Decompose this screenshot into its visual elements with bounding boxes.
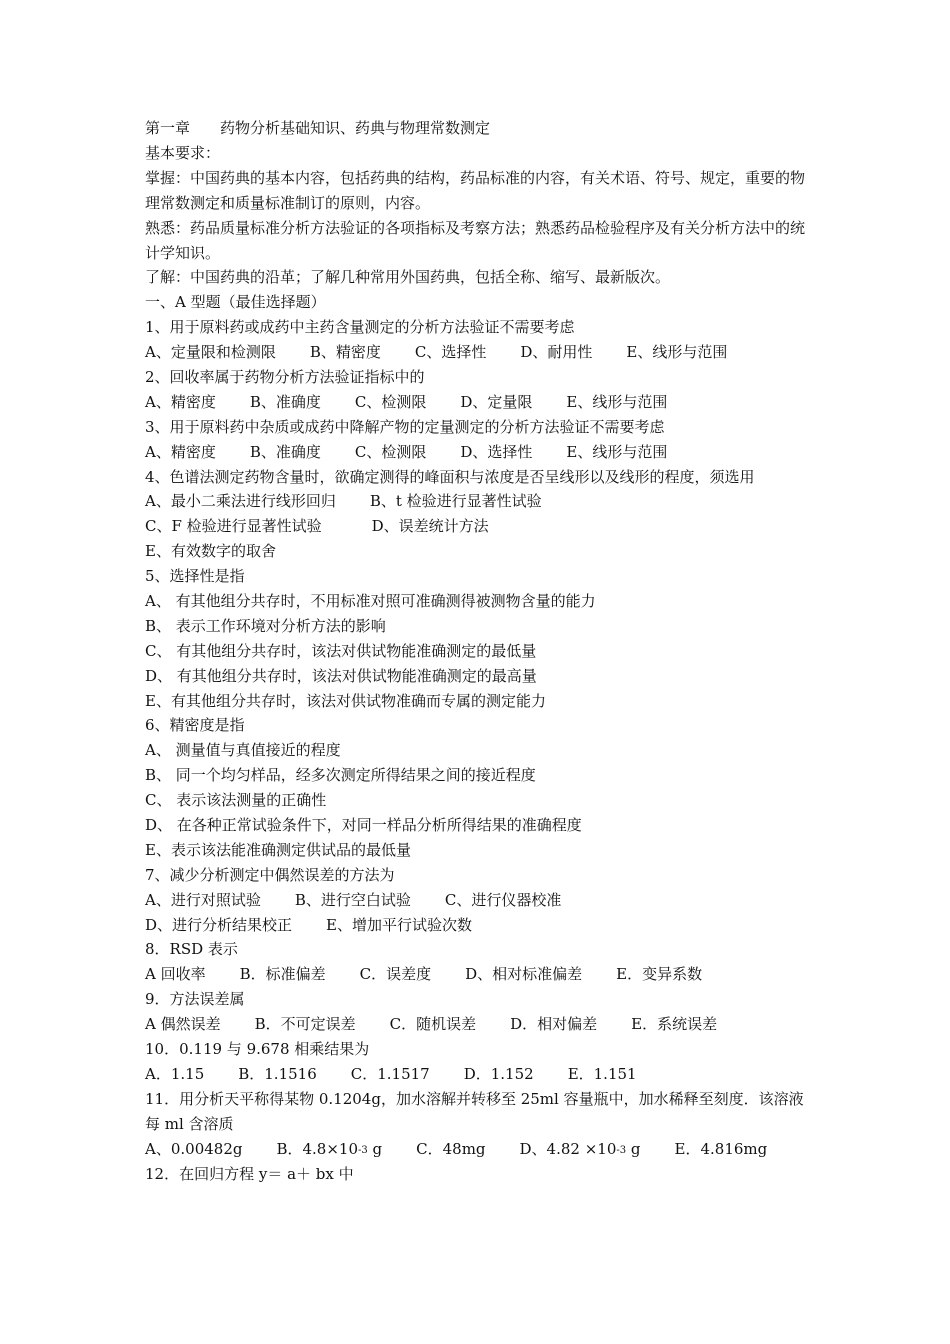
option: E、有其他组分共存时，该法对供试物准确而专属的测定能力	[145, 691, 546, 710]
options-row	[145, 390, 815, 415]
option: A、定量限和检测限	[145, 343, 276, 362]
question-stem: 8．RSD 表示	[145, 940, 238, 959]
document-page	[145, 116, 815, 1186]
option: C、 有其他组分共存时，该法对供试物能准确测定的最低量	[145, 641, 537, 660]
option: C．48mg	[416, 1139, 486, 1158]
option: A、精密度	[145, 442, 216, 461]
question-stem: 10．0.119 与 9.678 相乘结果为	[145, 1040, 370, 1059]
question-stem: 12．在回归方程 y＝ a＋ bx 中	[145, 1164, 354, 1183]
option: E、线形与范围	[566, 442, 668, 461]
question-stem: 2、回收率属于药物分析方法验证指标中的	[145, 367, 425, 386]
option: C、 表示该法测量的正确性	[145, 791, 327, 810]
option: E、线形与范围	[566, 392, 668, 411]
option: C、检测限	[354, 442, 427, 461]
chapter-title: 第一章 药物分析基础知识、药典与物理常数测定	[145, 119, 491, 137]
options-row	[145, 340, 815, 365]
option: C．1.1517	[350, 1064, 430, 1083]
options-row	[145, 888, 815, 913]
question-stem: 6、精密度是指	[145, 716, 245, 735]
option-base: B．4.8×10	[276, 1139, 359, 1158]
option: D．1.152	[463, 1064, 534, 1083]
option: E、有效数字的取舍	[145, 542, 276, 561]
question-stem: 7、减少分析测定中偶然误差的方法为	[145, 865, 395, 884]
option: D、选择性	[460, 442, 533, 461]
option: E．4.816mg	[674, 1139, 768, 1158]
requirement-master: 掌握：中国药典的基本内容，包括药典的结构，药品标准的内容，有关术语、符号、规定，重要的物理常数测定和质量标准制订的原则，内容。	[145, 168, 806, 212]
question-stem: 4、色谱法测定药物含量时，欲确定测得的峰面积与浓度是否呈线形以及线形的程度，须选用	[145, 467, 755, 486]
option: D、误差统计方法	[371, 517, 489, 536]
option-base: D、4.82 ×10	[519, 1139, 617, 1158]
option: E、表示该法能准确测定供试品的最低量	[145, 840, 411, 859]
options-row	[145, 1137, 815, 1162]
option: C．误差度	[359, 965, 432, 984]
option: D、 有其他组分共存时，该法对供试物能准确测定的最高量	[145, 666, 537, 685]
option: E．1.151	[567, 1064, 637, 1083]
option: D、 在各种正常试验条件下，对同一样品分析所得结果的准确程度	[145, 816, 582, 835]
option-exponent: -3	[358, 1144, 368, 1156]
option: B．1.1516	[238, 1064, 317, 1083]
question-stem: 5、选择性是指	[145, 567, 245, 586]
option: C．随机误差	[389, 1015, 477, 1034]
option: B、 表示工作环境对分析方法的影响	[145, 616, 386, 635]
option: C、进行仪器校准	[444, 890, 562, 909]
options-row	[145, 962, 815, 987]
option: A、 有其他组分共存时，不用标准对照可准确测得被测物含量的能力	[145, 592, 596, 611]
option: A 回收率	[145, 965, 206, 984]
option: A．1.15	[145, 1064, 205, 1083]
options-row	[145, 440, 815, 465]
requirement-familiar: 熟悉：药品质量标准分析方法验证的各项指标及考察方法；熟悉药品检验程序及有关分析方法中的统计学知识。	[145, 218, 806, 262]
option: D、耐用性	[520, 343, 593, 362]
option: C、F 检验进行显著性试验	[145, 517, 322, 536]
question-stem: 11．用分析天平称得某物 0.1204g，加水溶解并转移至 25ml 容量瓶中，加水稀释至刻度．该溶液每 ml 含溶质	[145, 1089, 804, 1133]
requirement-understand: 了解：中国药典的沿革；了解几种常用外国药典，包括全称、缩写、最新版次。	[145, 268, 671, 287]
option: A 偶然误差	[145, 1015, 221, 1034]
option: C、选择性	[414, 343, 487, 362]
options-row	[145, 913, 815, 938]
option: A、 测量值与真值接近的程度	[145, 741, 341, 760]
option: A、进行对照试验	[145, 890, 261, 909]
option-unit: g	[626, 1139, 641, 1158]
option: D、进行分析结果校正	[145, 915, 293, 934]
question-stem: 3、用于原料药中杂质或成药中降解产物的定量测定的分析方法验证不需要考虑	[145, 417, 665, 436]
option: C、检测限	[354, 392, 427, 411]
option-unit: g	[367, 1139, 383, 1158]
option: E、增加平行试验次数	[326, 915, 472, 934]
option: E．系统误差	[631, 1015, 718, 1034]
option: D、相对标准偏差	[465, 965, 583, 984]
option: B、准确度	[249, 442, 321, 461]
options-row	[145, 489, 815, 514]
option: B、准确度	[249, 392, 321, 411]
option: B．标准偏差	[239, 965, 326, 984]
option: E、线形与范围	[626, 343, 728, 362]
option: B、t 检验进行显著性试验	[369, 492, 542, 511]
option: A、0.00482g	[145, 1139, 243, 1158]
option	[276, 1137, 382, 1165]
option: E．变异系数	[616, 965, 703, 984]
question-stem: 1、用于原料药或成药中主药含量测定的分析方法验证不需要考虑	[145, 318, 575, 337]
option: B、进行空白试验	[294, 890, 411, 909]
option	[520, 1137, 641, 1165]
option: B．不可定误差	[254, 1015, 356, 1034]
options-row	[145, 1062, 815, 1087]
option: D．相对偏差	[510, 1015, 598, 1034]
option: B、精密度	[309, 343, 381, 362]
requirements-heading: 基本要求：	[145, 143, 221, 162]
option: A、精密度	[145, 392, 216, 411]
options-row	[145, 1012, 815, 1037]
option: A、最小二乘法进行线形回归	[145, 492, 336, 511]
option: B、 同一个均匀样品，经多次测定所得结果之间的接近程度	[145, 766, 536, 785]
section-title: 一、A 型题（最佳选择题）	[145, 293, 326, 312]
question-stem: 9．方法误差属	[145, 990, 245, 1009]
option-exponent: -3	[616, 1144, 627, 1156]
option: D、定量限	[460, 392, 533, 411]
options-row	[145, 514, 815, 539]
